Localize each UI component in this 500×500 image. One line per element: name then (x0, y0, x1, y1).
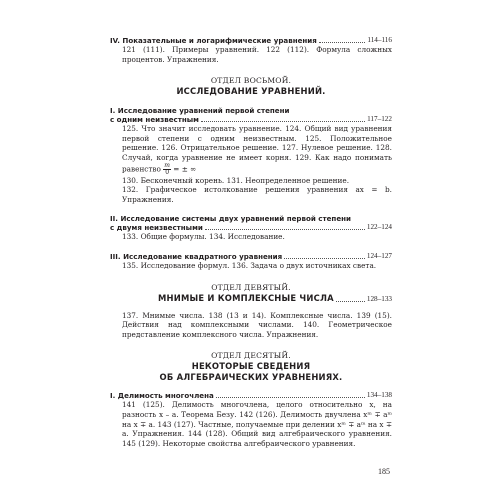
toc-entry-row (110, 115, 392, 124)
section-title: ИССЛЕДОВАНИЕ УРАВНЕНИЙ. (176, 86, 326, 97)
dot-leader (216, 397, 365, 398)
toc-entry-row (110, 252, 392, 261)
toc-entry-8-ii (110, 214, 392, 242)
section-label: ОТДЕЛ ДЕВЯТЫЙ. (211, 282, 291, 292)
section-label: ОТДЕЛ ДЕСЯТЫЙ. (211, 351, 291, 361)
dot-leader (336, 301, 365, 302)
toc-entry-pages: 117–122 (367, 115, 392, 124)
description-text: 135. Исследование формул. 136. Задача о двух источниках света. (122, 260, 377, 270)
section-label: ОТДЕЛ ВОСЬМОЙ. (210, 76, 292, 86)
section-title-cont: ОБ АЛГЕБРАИЧЕСКИХ УРАВНЕНИЯХ. (159, 372, 343, 383)
toc-entry-title: IV. Показательные и логарифмические уравнения (110, 36, 317, 45)
dot-leader (319, 42, 366, 43)
toc-entry-description (122, 45, 392, 64)
toc-entry-8-i (110, 106, 392, 204)
toc-entry-row (110, 223, 392, 232)
toc-entry-pages: 128–133 (366, 294, 392, 303)
toc-entry-row (110, 36, 392, 45)
toc-entry-description (122, 124, 392, 204)
toc-entry-title: II. Исследование системы двух уравнений первой степени (110, 214, 352, 224)
toc-entry-pages: 114–116 (367, 36, 392, 44)
fraction-denominator: 0 (165, 168, 170, 176)
toc-entry-title: I. Делимость многочлена (110, 391, 214, 401)
toc-entry-title: III. Исследование квадратного уравнения (110, 251, 283, 261)
toc-entry-pages: 124–127 (366, 251, 392, 260)
toc-entry-8-iii (110, 252, 392, 271)
fraction-numerator: m (164, 161, 170, 169)
section-title: МНИМЫЕ И КОМПЛЕКСНЫЕ ЧИСЛА (158, 292, 334, 303)
toc-entry-title-cont: с одним неизвестным (110, 115, 199, 125)
toc-entry-title: I. Исследование уравнений первой степени (110, 106, 290, 116)
toc-entry-pages: 122–124 (366, 223, 392, 232)
description-text-tail: = ± ∞ (173, 164, 197, 174)
description-text-b: 130. Бесконечный корень. 131. Неопределенное решение. (122, 175, 350, 185)
section-title-row (110, 293, 392, 304)
toc-entry-pages: 134–138 (366, 391, 392, 400)
toc-entry-description (122, 261, 392, 271)
dot-leader (201, 121, 365, 122)
dot-leader (284, 258, 365, 259)
description-text-a: 125. Что значит исследовать уравнение. 124. Общий вид уравнения первой степени с одним неизвестным. 125. Положительное решение. 126. Отрицательное решение. 127. Нулевое решение. 128. Случай, когда уравнение не имеет корня. 129. Как надо понимать равенство (122, 124, 392, 174)
description-text: 121 (111). Примеры уравнений. 122 (112). Формула сложных процентов. Упражнения. (122, 45, 392, 64)
toc-entry-description (122, 311, 392, 340)
toc-entry-row (110, 391, 392, 400)
description-text: 133. Общие формулы. 134. Исследование. (122, 232, 285, 242)
section-title: НЕКОТОРЫЕ СВЕДЕНИЯ (191, 361, 311, 372)
fraction (163, 163, 171, 176)
description-text-c: 132. Графическое истолкование решения уравнения ax = b. Упражнения. (122, 185, 392, 204)
description-text: 141 (125). Делимость многочлена, целого относительно x, на разность x – a. Теорема Безу. 142 (126). Делимость двучлена xᵐ ∓ aᵐ на x ∓ a. 143 (127). Частные, получаемые при делении xᵐ ∓ aᵐ на x ∓ a. Упражнения. 144 (128). Общий вид алгебраического уравнения. 145 (129). Некоторые свойства алгебраического уравнения. (122, 400, 392, 448)
toc-entry-10-i (110, 391, 392, 448)
toc-entry-description (122, 400, 392, 448)
description-text (122, 124, 392, 175)
toc-page (110, 36, 392, 448)
toc-entry-iv (110, 36, 392, 64)
toc-entry-description (122, 232, 392, 242)
page-number: 185 (378, 467, 390, 476)
description-text: 137. Мнимые числа. 138 (13 и 14). Комплексные числа. 139 (15). Действия над комплексными числами. 140. Геометрическое представление комплексного числа. Упражнения. (122, 310, 392, 339)
dot-leader (205, 229, 365, 230)
toc-entry-title-cont: с двумя неизвестными (110, 223, 203, 233)
